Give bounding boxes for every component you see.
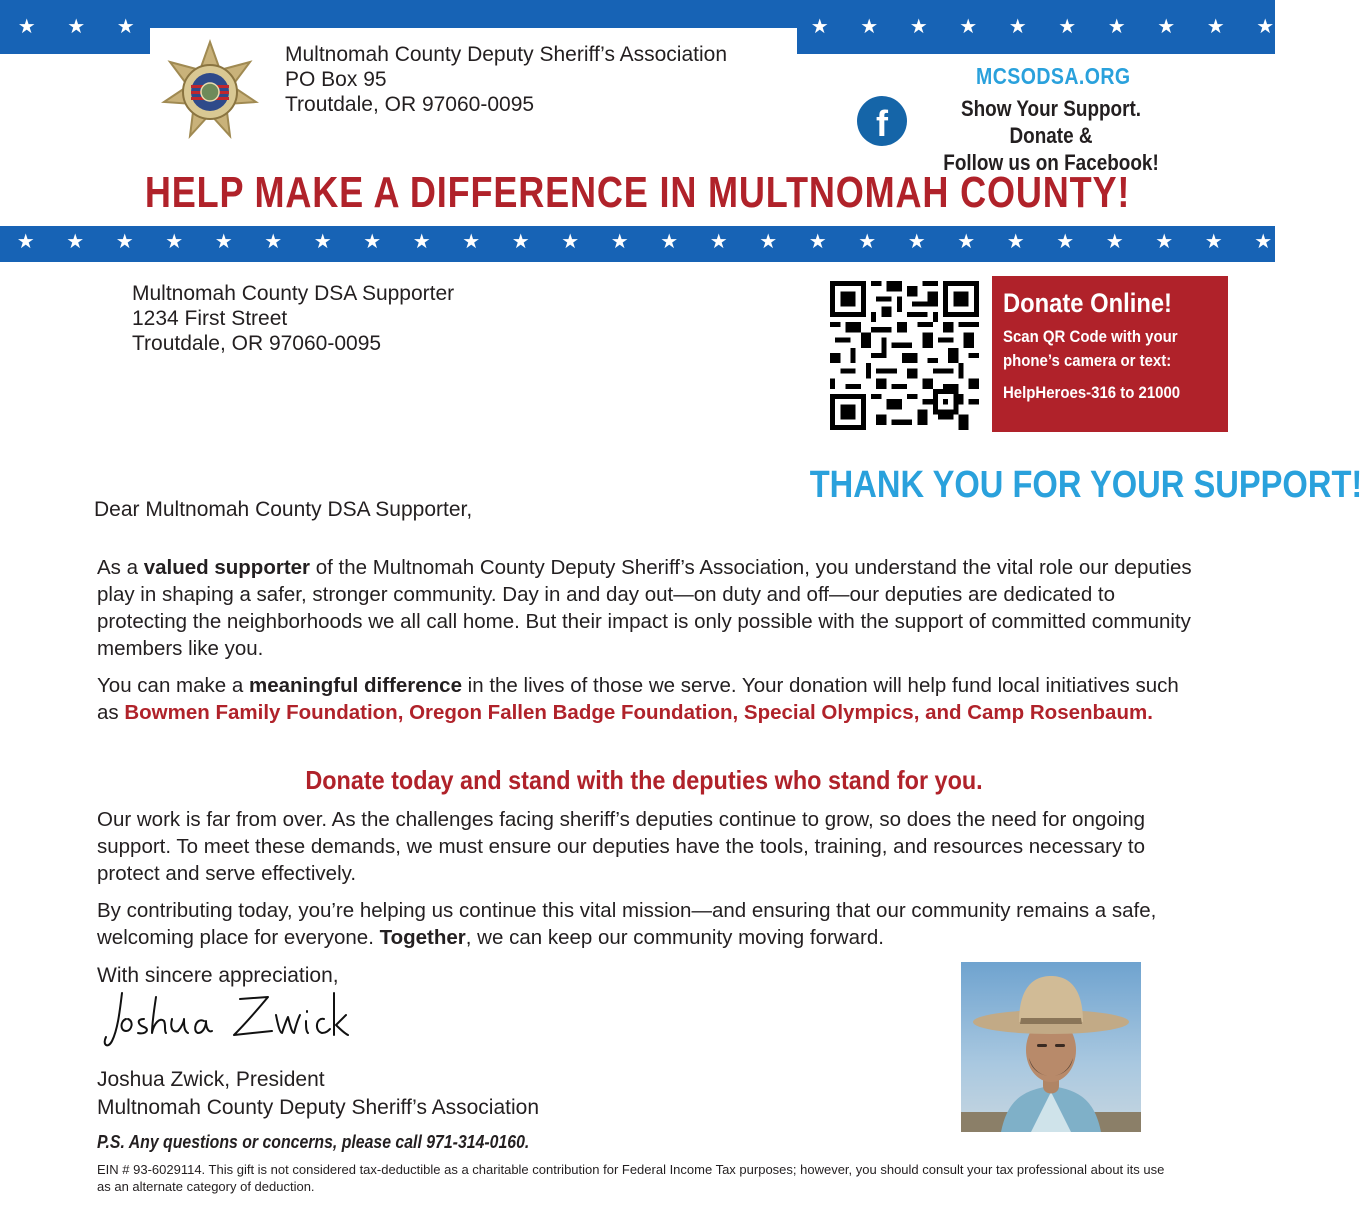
donate-online-box — [992, 276, 1228, 432]
facebook-line-2: Follow us on Facebook! — [943, 150, 1159, 175]
donate-instructions — [1003, 325, 1192, 373]
qr-code-icon[interactable] — [830, 281, 979, 430]
letter-paragraph — [97, 672, 1197, 726]
text-run: in the lives of those we serve. Your donation will help fund local initiatives such as — [97, 674, 1179, 724]
text-run: As a — [97, 556, 144, 579]
star-row: ★ ★ ★ ★ ★ ★ ★ ★ ★ ★ — [810, 16, 1275, 38]
sheriff-star-badge-icon — [158, 40, 262, 144]
facebook-line-1: Show Your Support. Donate & — [960, 96, 1142, 148]
postscript: P.S. Any questions or concerns, please call 971-314-0160. — [97, 1132, 530, 1152]
emphasis-text: valued supporter — [143, 556, 311, 579]
text-run: By contributing today, you’re helping us continue this vital mission—and ensuring that our community remains a safe, welcoming place for everyone. — [97, 899, 1157, 949]
emphasis-text: meaningful difference — [248, 674, 462, 697]
donate-text-code: HelpHeroes-316 to 21000 — [1003, 383, 1181, 402]
page-headline: HELP MAKE A DIFFERENCE IN MULTNOMAH COUNTY! — [144, 168, 1131, 217]
text-run: , we can keep our community moving forward. — [465, 926, 884, 949]
emphasis-text: Together — [379, 926, 466, 949]
president-photo — [961, 962, 1141, 1132]
donate-callout: Donate today and stand with the deputies who stand for you. — [305, 765, 983, 795]
salutation: Dear Multnomah County DSA Supporter, — [94, 498, 473, 521]
org-name: Multnomah County Deputy Sheriff’s Association — [285, 43, 728, 66]
closing: With sincere appreciation, — [97, 964, 339, 987]
recipient-street: 1234 First Street — [132, 307, 288, 330]
facebook-icon[interactable]: f — [857, 96, 907, 146]
recipient-name: Multnomah County DSA Supporter — [132, 282, 455, 305]
top-right-star-banner — [797, 0, 1275, 54]
star-row: ★ ★ ★ ★ ★ ★ ★ ★ ★ ★ ★ ★ ★ ★ ★ ★ ★ ★ ★ ★ ★ ★ ★ ★ ★ ★ — [16, 231, 1273, 253]
donate-instruction-line-2: phone’s camera or text: — [1003, 351, 1172, 370]
website-link[interactable]: MCSODSA.ORG — [976, 63, 1131, 89]
recipient-city-state-zip: Troutdale, OR 97060-0095 — [132, 332, 382, 355]
tax-disclaimer: EIN # 93-6029114. This gift is not considered tax-deductible as a charitable contribution for Federal Income Tax purposes; however, you should consult your tax professional about its use as an alternate category of deduction. — [97, 1162, 1165, 1194]
donate-instruction-line-1: Scan QR Code with your — [1003, 327, 1178, 346]
signer-org: Multnomah County Deputy Sheriff’s Association — [97, 1096, 540, 1119]
handwritten-signature — [100, 985, 340, 1055]
top-left-star-banner — [0, 0, 150, 54]
thank-you-heading: THANK YOU FOR YOUR SUPPORT! — [809, 464, 1362, 506]
recipient-address — [132, 281, 454, 356]
letter-paragraph — [97, 897, 1197, 951]
sender-address — [285, 42, 727, 117]
letter-paragraph: Our work is far from over. As the challenges facing sheriff’s deputies continue to grow, so does the need for ongoing support. To meet these demands, we must ensure our deputies have the tools, training, and resources necessary to protect and serve effectively. — [97, 808, 1146, 885]
signer-name: Joshua Zwick, President — [97, 1068, 325, 1091]
po-box: PO Box 95 — [285, 68, 387, 91]
initiatives-list: Bowmen Family Foundation, Oregon Fallen Badge Foundation, Special Olympics, and Camp Rosenbaum. — [124, 701, 1153, 724]
star-banner — [0, 222, 1275, 262]
text-run: of the Multnomah County Deputy Sheriff’s Association, you understand the vital role our deputies play in shaping a safer, stronger community. Day in and day out—on duty and off—our deputies are dedicated to protecting the neighborhoods we all call home. But their impact is only possible with the support of committed community members like you. — [97, 556, 1192, 660]
text-run: You can make a — [97, 674, 249, 697]
signer-block — [97, 1066, 539, 1122]
donate-title: Donate Online! — [1003, 288, 1172, 318]
facebook-callout — [934, 95, 1168, 176]
city-state-zip: Troutdale, OR 97060-0095 — [285, 93, 535, 116]
letter-paragraph — [97, 554, 1197, 662]
star-row: ★ ★ ★ — [17, 16, 135, 38]
top-middle-banner — [150, 0, 797, 28]
